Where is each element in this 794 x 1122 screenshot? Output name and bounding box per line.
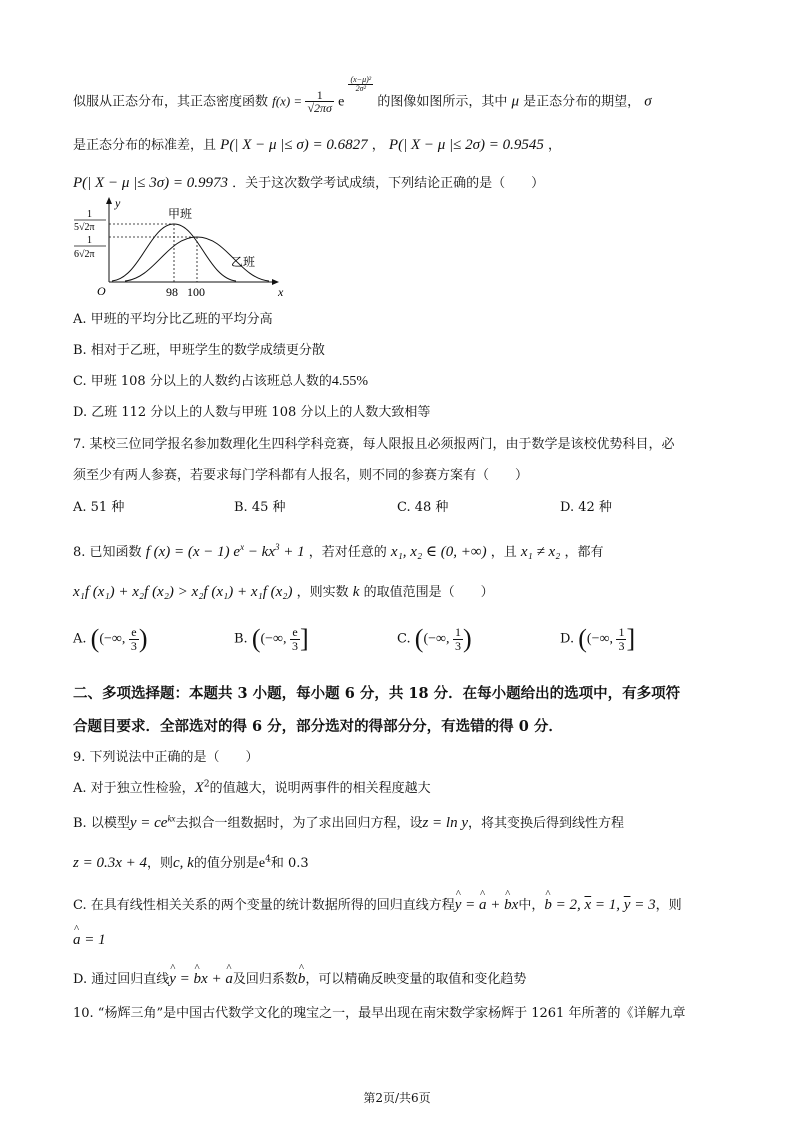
page-footer: 第2页/共6页 <box>363 1091 431 1105</box>
q8-text-b: ，若对任意的 <box>308 545 387 560</box>
intro-sep: ， <box>371 138 385 153</box>
q9-option-d: D. 通过回归直线^ y = ^ bx + ^ a及回归系数^ b，可以精确反映变量的取值和变化趋势 <box>73 968 526 988</box>
x-tick-100: 100 <box>187 285 205 299</box>
intro-line2-end: ， <box>548 138 562 153</box>
q8-neq: x₁ ≠ x₂ <box>520 544 561 560</box>
q10-stem-line1: 10. “杨辉三角”是中国古代数学文化的瑰宝之一，最早出现在南宋数学家杨辉于 1261 年所著的《详解九章 <box>73 1006 686 1021</box>
label-class-b: 乙班 <box>231 255 256 269</box>
prob-1: P(| X − μ |≤ σ) = 0.6827 <box>220 137 368 153</box>
q7-stem-line1: 7. 某校三位同学报名参加数理化生四科学科竞赛，每人限报且必须报两门，由于数学是该校优势科目，必 <box>73 437 675 452</box>
intro-line2-text: 是正态分布的标准差，且 <box>73 138 217 153</box>
intro-line3-text: ．关于这次数学考试成绩，下列结论正确的是（ ） <box>232 176 545 191</box>
prob-3: P(| X − μ |≤ 3σ) = 0.9973 <box>73 175 228 191</box>
intro-text-c: 是正态分布的期望， <box>523 94 641 110</box>
label-class-a: 甲班 <box>168 207 193 221</box>
q9-option-c-line2: ^ a = 1 <box>73 932 106 949</box>
density-e: e <box>338 94 345 110</box>
q8-text-e: ，则实数 <box>296 585 349 600</box>
q8-stem-line2 <box>73 581 494 601</box>
q8-intro: 8. 已知函数 <box>73 545 142 560</box>
section2-heading-line2: 合题目要求．全部选对的得 6 分，部分选对的得部分分，有选错的得 0 分． <box>73 718 563 735</box>
density-frac-num: 1 <box>305 89 334 103</box>
intro-text-a: 似服从正态分布，其正态密度函数 <box>73 94 273 110</box>
section2-heading-line1: 二、多项选择题：本题共 3 小题，每小题 6 分，共 18 分．在每小题给出的选项中，有多项符 <box>73 685 681 702</box>
exp-num: (x−μ)² <box>350 75 372 84</box>
q6-option-b: B. 相对于乙班，甲班学生的数学成绩更分散 <box>73 343 325 358</box>
q9-option-b-line2: z = 0.3x + 4，则c, k的值分别是$e^4$和 0.3 <box>73 854 309 871</box>
q9-option-c: C. 在具有线性相关关系的两个变量的统计数据所得的回归直线方程^ y = ^ a + ^ bx中，^ b = 2, $\overline{x} = 1$, $\overline{y} = 3$，则 <box>73 894 682 914</box>
x-tick-98: 98 <box>166 285 178 299</box>
q8-option-b: B. ((−∞, $\frac{e}{3}$ ] <box>234 624 309 653</box>
q9-stem: 9. 下列说法中正确的是（ ） <box>73 750 259 765</box>
q8-inequality: x₁f (x₁) + x₂f (x₂) > x₂f (x₁) + x₁f (x₂) <box>73 584 293 600</box>
y-arrow <box>106 197 112 204</box>
q8-stem-line1 <box>73 541 604 561</box>
q8-option-a: A. ((−∞, $\frac{e}{3}$ ) <box>73 624 148 653</box>
q7-option-d: D. 42 种 <box>560 500 612 515</box>
q8-function: f (x) = (x − 1) $e^x - kx^3 + 1$ <box>145 542 305 560</box>
density-fx: f(x) = <box>272 93 306 109</box>
q6-option-c <box>73 370 368 390</box>
q7-option-c: C. 48 种 <box>397 500 449 515</box>
q7-option-a: A. 51 种 <box>73 500 125 515</box>
q8-option-c: C. ((−∞, $\frac{1}{3}$ ) <box>397 624 472 653</box>
density-exponent <box>348 76 373 94</box>
intro-text-b: 的图像如图所示，其中 <box>377 94 508 110</box>
q8-text-f: 的取值范围是（ ） <box>363 585 494 600</box>
q6-option-a: A. 甲班的平均分比乙班的平均分高 <box>73 312 273 327</box>
density-frac-den: √2πσ <box>307 101 332 116</box>
origin-label: O <box>97 284 106 298</box>
sigma-symbol: σ <box>644 93 652 110</box>
q8-text-d: ，都有 <box>564 545 604 560</box>
q8-text-c: ，且 <box>490 545 517 560</box>
tick2-num: 1 <box>87 235 92 246</box>
tick1-num: 1 <box>87 209 92 220</box>
q6-option-c-text: C. 甲班 108 分以上的人数约占该班总人数的 <box>73 374 332 389</box>
q6-option-c-value: 4.55% <box>331 374 368 389</box>
tick1-den: 5√2π <box>74 222 95 233</box>
q7-option-b: B. 45 种 <box>234 500 286 515</box>
q9-option-b: B. 以模型$y = ce^{kx}$去拟合一组数据时，为了求出回归方程，设z = ln y，将其变换后得到线性方程 <box>73 813 625 831</box>
q8-vars: x₁, x₂ ∈ (0, +∞) <box>390 544 487 560</box>
normal-curves-figure <box>70 196 300 302</box>
x-axis-label: x <box>278 285 284 299</box>
y-axis-label: y <box>115 196 121 210</box>
intro-line-1 <box>73 76 652 115</box>
q6-option-d: D. 乙班 112 分以上的人数与甲班 108 分以上的人数大致相等 <box>73 405 431 420</box>
exp-den: 2σ² <box>355 84 366 94</box>
q7-stem-line2: 须至少有两人参赛，若要求每门学科都有人报名，则不同的参赛方案有（ ） <box>73 468 529 483</box>
tick2-den: 6√2π <box>74 249 95 260</box>
q8-k: k <box>352 584 360 600</box>
prob-2: P(| X − μ |≤ 2σ) = 0.9545 <box>388 137 544 153</box>
q9-option-a: A. 对于独立性检验，$X^2$的值越大，说明两事件的相关程度越大 <box>73 779 431 796</box>
q8-option-d: D. ((−∞, $\frac{1}{3}$ ] <box>560 624 636 653</box>
intro-line-2 <box>73 134 561 154</box>
density-fraction <box>305 89 334 115</box>
mu-symbol: μ <box>511 93 519 110</box>
intro-line-3 <box>73 172 544 192</box>
